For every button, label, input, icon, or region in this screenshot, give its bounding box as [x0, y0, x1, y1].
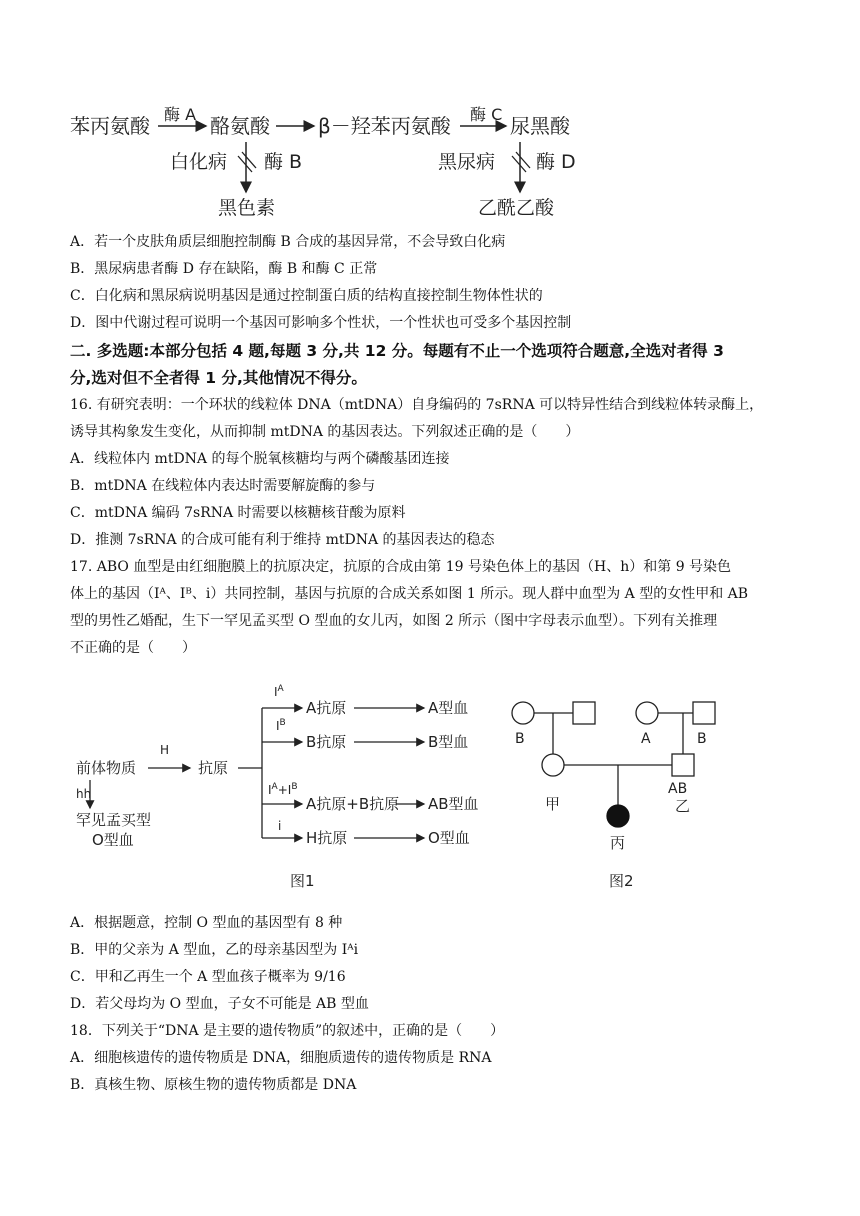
q15-option-a: A．若一个皮肤角质层细胞控制酶 B 合成的基因异常，不会导致白化病: [70, 234, 506, 250]
metabolic-pathway-figure: [60, 100, 600, 225]
gp1-blood-type: B: [515, 731, 525, 747]
antigen-label: 抗原: [198, 759, 229, 777]
q17-stem-line2: 体上的基因（Iᴬ、Iᴮ、i）共同控制，基因与抗原的合成关系如图 1 所示。现人群中血型为 A 型的女性甲和 AB: [70, 586, 749, 602]
bombay-label-2: O型血: [92, 831, 134, 849]
ab-antigen-label: A抗原+B抗原: [306, 795, 400, 813]
section2-heading-line2: 分,选对但不全者得 1 分,其他情况不得分。: [70, 369, 367, 387]
q17-option-b: B．甲的父亲为 A 型血，乙的母亲基因型为 Iᴬi: [70, 942, 359, 958]
tyrosine: 酪氨酸: [210, 114, 270, 138]
q17-option-a: A．根据题意，控制 O 型血的基因型有 8 种: [70, 915, 343, 931]
enzyme-c-label: 酶 C: [470, 105, 503, 124]
section2-heading-line1: 二. 多选题:本部分包括 4 题,每题 3 分,共 12 分。每题有不止一个选项符合题意,全选对者得 3: [70, 342, 724, 360]
pedigree-grandmother-left: [512, 702, 534, 724]
acetoacetate: 乙酰乙酸: [478, 197, 555, 219]
q16-stem-line2: 诱导其构象发生变化，从而抑制 mtDNA 的基因表达。下列叙述正确的是（ ）: [70, 424, 580, 440]
phenylalanine: 苯丙氨酸: [70, 114, 150, 138]
block-mark-b1: [238, 156, 252, 172]
q18-option-a: A．细胞核遗传的遗传物质是 DNA，细胞质遗传的遗传物质是 RNA: [70, 1050, 492, 1066]
gene-h-label: H: [160, 743, 170, 757]
gene-i-label: i: [278, 819, 282, 833]
gene-ia-label: $I^A$: [274, 684, 284, 699]
q16-option-c: C．mtDNA 编码 7sRNA 时需要以核糖核苷酸为原料: [70, 505, 406, 521]
q16-option-d: D．推测 7sRNA 的合成可能有利于维持 mtDNA 的基因表达的稳态: [70, 532, 495, 548]
bombay-label-1: 罕见孟买型: [76, 811, 152, 829]
yi-blood-type: AB: [668, 781, 688, 797]
enzyme-a-label: 酶 A: [164, 105, 197, 124]
q16-option-b: B．mtDNA 在线粒体内表达时需要解旋酶的参与: [70, 478, 376, 494]
q17-stem-line1: 17. ABO 血型是由红细胞膜上的抗原决定，抗原的合成由第 19 号染色体上的基因（H、h）和第 9 号染色: [70, 559, 732, 575]
q17-stem-line3: 型的男性乙婚配，生下一罕见孟买型 O 型血的女儿丙，如图 2 所示（图中字母表示血型）。下列有关推理: [70, 613, 718, 629]
gene-hh-label: hh: [76, 787, 92, 801]
q17-option-c: C．甲和乙再生一个 A 型血孩子概率为 9/16: [70, 969, 346, 985]
q18-option-b: B．真核生物、原核生物的遗传物质都是 DNA: [70, 1077, 357, 1093]
block-mark-d2: [516, 152, 530, 168]
a-antigen-label: A抗原: [306, 699, 347, 717]
pedigree-bing-affected: [607, 805, 629, 827]
ab-blood-label: AB型血: [428, 795, 479, 813]
q17-stem-line4: 不正确的是（ ）: [70, 640, 196, 656]
hydroxyphenylalanine: β－羟苯丙氨酸: [318, 114, 451, 138]
enzyme-b-label: 酶 B: [264, 151, 303, 173]
b-antigen-label: B抗原: [306, 733, 347, 751]
pedigree-yi: [672, 754, 694, 776]
q15-option-d: D．图中代谢过程可说明一个基因可影响多个性状，一个性状也可受多个基因控制: [70, 315, 572, 331]
yi-label: 乙: [675, 797, 691, 815]
a-blood-label: A型血: [428, 699, 469, 717]
pedigree-grandfather-left: [573, 702, 595, 724]
alkaptonuria-label: 黑尿病: [438, 151, 496, 173]
gene-ib-label: $I^B$: [276, 718, 286, 733]
q15-option-b: B．黑尿病患者酶 D 存在缺陷，酶 B 和酶 C 正常: [70, 261, 378, 277]
figure-2-caption: 图2: [609, 872, 634, 890]
enzyme-d-label: 酶 D: [536, 151, 576, 173]
homogentisic-acid: 尿黑酸: [510, 114, 570, 138]
q15-option-c: C．白化病和黑尿病说明基因是通过控制蛋白质的结构直接控制生物体性状的: [70, 288, 543, 304]
figure-1-antigen-synthesis: [70, 680, 500, 900]
block-mark-d1: [512, 156, 526, 172]
jia-label: 甲: [545, 795, 561, 813]
pedigree-grandfather-right: [693, 702, 715, 724]
albinism-label: 白化病: [170, 151, 228, 173]
figure-2-pedigree: [505, 685, 735, 900]
pedigree-grandmother-right: [636, 702, 658, 724]
h-antigen-label: H抗原: [306, 829, 348, 847]
precursor-label: 前体物质: [76, 759, 137, 777]
block-mark-b2: [242, 152, 256, 168]
b-blood-label: B型血: [428, 733, 469, 751]
bing-label: 丙: [610, 834, 626, 852]
melanin: 黑色素: [218, 197, 276, 219]
gp3-blood-type: A: [641, 731, 651, 747]
gene-iaib-label: $I^A+I^B$: [268, 782, 298, 797]
q16-option-a: A．线粒体内 mtDNA 的每个脱氧核糖均与两个磷酸基团连接: [70, 451, 450, 467]
gp4-blood-type: B: [697, 731, 707, 747]
o-blood-label: O型血: [428, 829, 470, 847]
figure-1-caption: 图1: [290, 872, 315, 890]
pedigree-jia: [542, 754, 564, 776]
q18-stem: 18．下列关于“DNA 是主要的遗传物质”的叙述中，正确的是（ ）: [70, 1023, 505, 1039]
q17-option-d: D．若父母均为 O 型血，子女不可能是 AB 型血: [70, 996, 369, 1012]
q16-stem-line1: 16. 有研究表明：一个环状的线粒体 DNA（mtDNA）自身编码的 7sRNA 可以特异性结合到线粒体转录酶上，: [70, 397, 764, 413]
